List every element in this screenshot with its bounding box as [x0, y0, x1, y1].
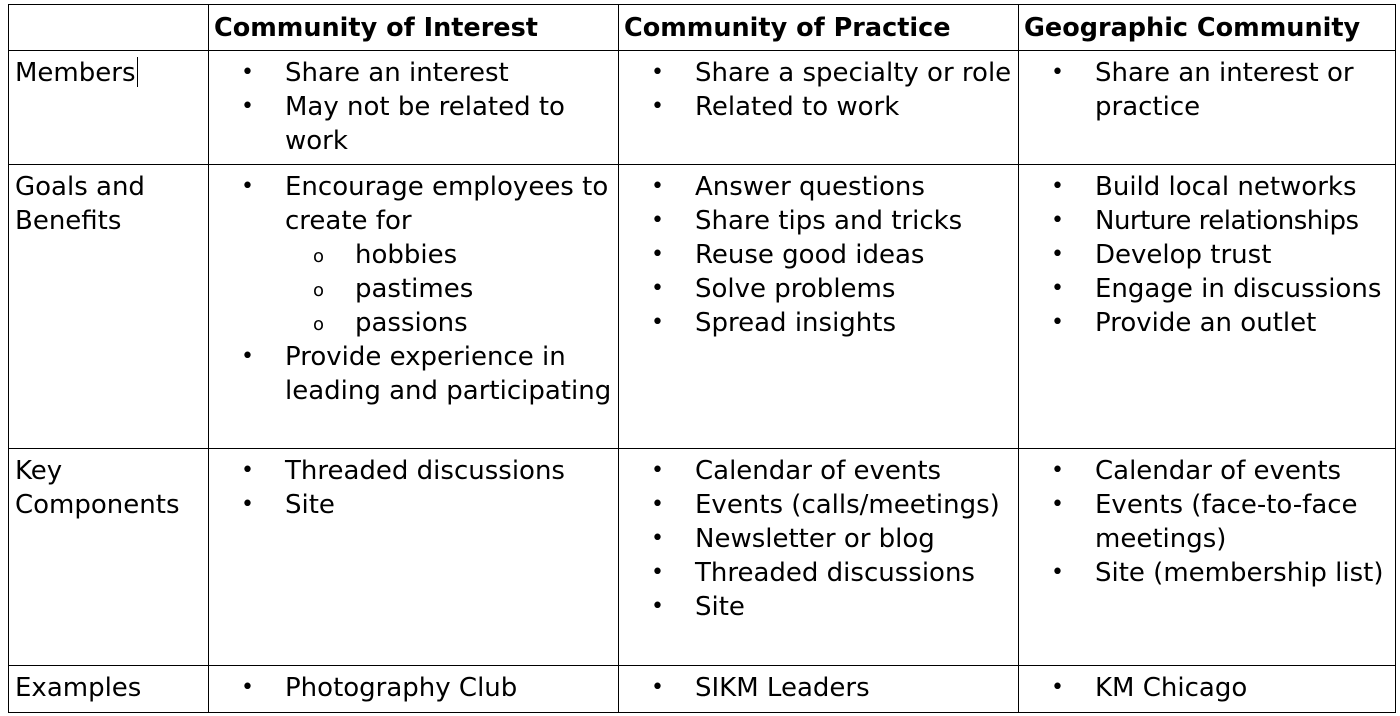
list-item: • Share an interest or practice	[1051, 58, 1354, 122]
cell-goals-interest	[209, 165, 619, 449]
bullet-icon: •	[1051, 242, 1064, 267]
cell-keys-geographic	[1019, 449, 1396, 666]
bullet-icon: •	[241, 492, 254, 517]
table-row-key-components	[9, 449, 1396, 666]
table-row-examples	[9, 666, 1396, 713]
cell-members-geographic	[1019, 51, 1396, 165]
bullet-icon: •	[651, 94, 664, 119]
bullet-icon: •	[241, 344, 254, 369]
bullet-icon: •	[651, 492, 664, 517]
list-item: • Provide experience in leading and participating	[241, 342, 612, 406]
header-geographic-community: Geographic Community	[1019, 5, 1396, 51]
bullet-icon: •	[651, 208, 664, 233]
bullet-icon: •	[1051, 560, 1064, 585]
list-item: • Newsletter or blog	[651, 524, 935, 554]
cell-examples-geographic	[1019, 666, 1396, 713]
list-item: • Engage in discussions	[1051, 274, 1382, 304]
bullet-icon: •	[651, 594, 664, 619]
cell-keys-practice	[619, 449, 1019, 666]
list-item: • Share a specialty or role	[651, 58, 1012, 88]
bullet-icon: •	[1051, 675, 1064, 700]
sub-list-item: o passions	[215, 306, 618, 340]
list-item: • Provide an outlet	[1051, 308, 1317, 338]
bullet-icon: •	[1051, 492, 1064, 517]
list-item: • Photography Club	[241, 673, 518, 703]
bullet-icon: •	[651, 560, 664, 585]
sub-bullet-icon: o	[313, 246, 325, 267]
row-label-members[interactable]	[9, 51, 209, 165]
header-community-of-interest: Community of Interest	[209, 5, 619, 51]
header-community-of-practice: Community of Practice	[619, 5, 1019, 51]
bullet-icon: •	[241, 174, 254, 199]
text-cursor	[137, 57, 139, 87]
bullet-icon: •	[1051, 208, 1064, 233]
cell-goals-geographic	[1019, 165, 1396, 449]
sub-bullet-icon: o	[313, 280, 325, 301]
cell-members-practice	[619, 51, 1019, 165]
list-item: • Events (face-to-face meetings)	[1051, 490, 1358, 554]
table-row-goals	[9, 165, 1396, 449]
bullet-icon: •	[1051, 276, 1064, 301]
row-label-text: Members	[15, 58, 136, 88]
cell-examples-interest	[209, 666, 619, 713]
list-item: • Share an interest	[241, 58, 509, 88]
list-item: • Related to work	[651, 92, 900, 122]
bullet-icon: •	[1051, 174, 1064, 199]
list-item: • SIKM Leaders	[651, 673, 870, 703]
list-item: • Nurture relationships	[1051, 206, 1359, 236]
bullet-icon: •	[241, 458, 254, 483]
list-item: • Site (membership list)	[1051, 558, 1384, 588]
bullet-icon: •	[651, 174, 664, 199]
list-item: • Threaded discussions	[651, 558, 975, 588]
bullet-icon: •	[241, 675, 254, 700]
list-item: • Solve problems	[651, 274, 896, 304]
list-item: • Share tips and tricks	[651, 206, 963, 236]
sub-list-item: o hobbies	[215, 238, 618, 272]
table-row-members	[9, 51, 1396, 165]
list-item: • Answer questions	[651, 172, 925, 202]
sub-bullet-icon: o	[313, 314, 325, 335]
list-item: • Events (calls/meetings)	[651, 490, 1000, 520]
header-row	[9, 5, 1396, 51]
list-item: • Calendar of events	[1051, 456, 1342, 486]
list-item: • Site	[651, 592, 745, 622]
list-item: • Threaded discussions	[241, 456, 565, 486]
list-item: • KM Chicago	[1051, 673, 1248, 703]
bullet-icon: •	[1051, 310, 1064, 335]
row-label-examples: Examples	[9, 666, 209, 713]
sub-list-item: o pastimes	[215, 272, 618, 306]
bullet-icon: •	[651, 675, 664, 700]
cell-members-interest	[209, 51, 619, 165]
list-item: • Develop trust	[1051, 240, 1272, 270]
bullet-icon: •	[651, 310, 664, 335]
row-label-goals: Goals and Benefits	[9, 165, 209, 449]
bullet-icon: •	[651, 276, 664, 301]
bullet-icon: •	[1051, 60, 1064, 85]
cell-examples-practice	[619, 666, 1019, 713]
bullet-icon: •	[651, 242, 664, 267]
bullet-icon: •	[651, 60, 664, 85]
header-corner-cell	[9, 5, 209, 51]
list-item: • May not be related to work	[241, 92, 565, 156]
bullet-icon: •	[241, 60, 254, 85]
cell-goals-practice	[619, 165, 1019, 449]
cell-keys-interest	[209, 449, 619, 666]
comparison-table	[8, 4, 1396, 713]
row-label-key-components: Key Components	[9, 449, 209, 666]
bullet-icon: •	[241, 94, 254, 119]
bullet-icon: •	[651, 526, 664, 551]
list-item: • Calendar of events	[651, 456, 942, 486]
list-item: • Encourage employees to create for	[241, 172, 609, 236]
bullet-icon: •	[1051, 458, 1064, 483]
list-item: • Reuse good ideas	[651, 240, 925, 270]
list-item: • Spread insights	[651, 308, 897, 338]
list-item: • Build local networks	[1051, 172, 1357, 202]
bullet-icon: •	[651, 458, 664, 483]
list-item: • Site	[241, 490, 335, 520]
